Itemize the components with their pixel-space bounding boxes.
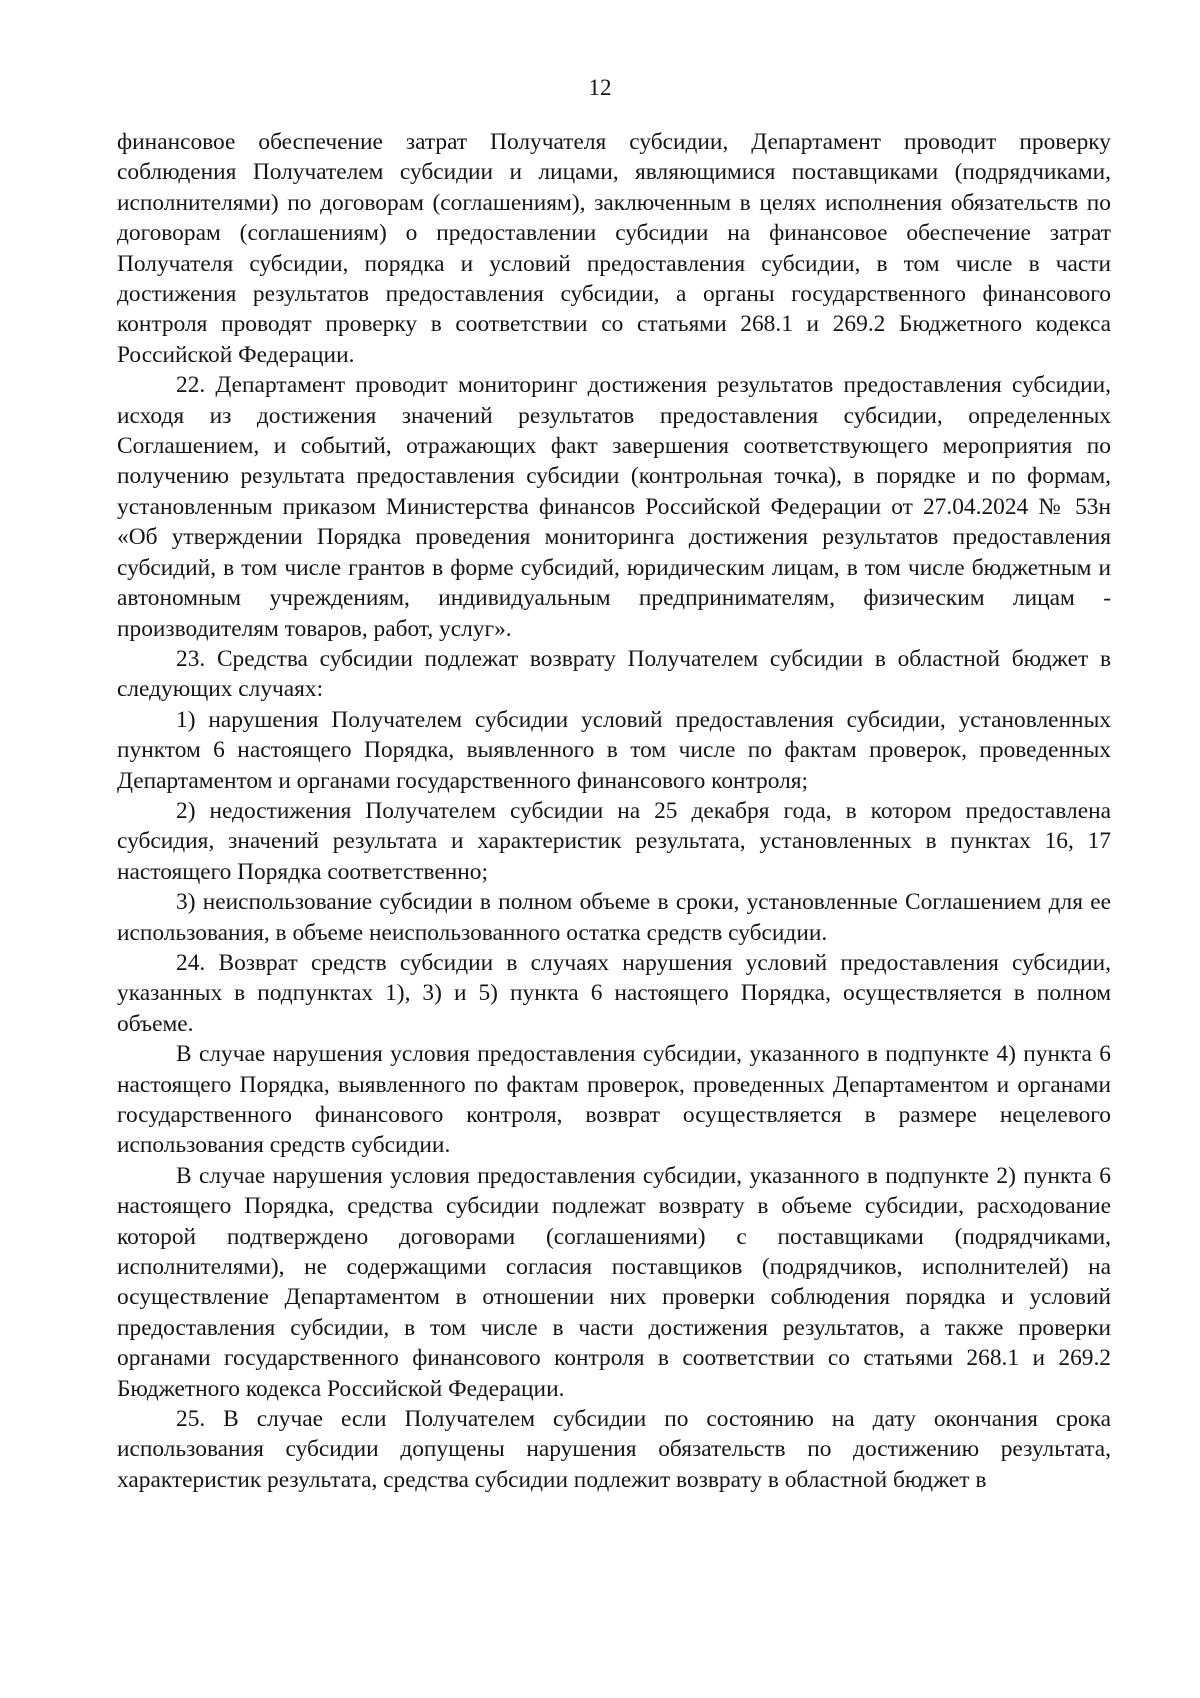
document-body: [117, 127, 1111, 1495]
paragraph-continuation: финансовое обеспечение затрат Получателя субсидии, Департамент проводит проверку соблюдения Получателем субсидии и лицами, являющимися поставщиками (подрядчиками, исполнителями) по договорам (соглашениям), заключенным в целях исполнения обязательств по договорам (соглашениям) о предоставлении субсидии на финансовое обеспечение затрат Получателя субсидии, порядка и условий предоставления субсидии, в том числе в части достижения результатов предоставления субсидии, а органы государственного финансового контроля проводят проверку в соответствии со статьями 268.1 и 269.2 Бюджетного кодекса Российской Федерации.: [117, 129, 1111, 368]
paragraph-25: 25. В случае если Получателем субсидии по состоянию на дату окончания срока использования субсидии допущены нарушения обязательств по достижению результата, характеристик результата, средства субсидии подлежит возврату в областной бюджет в: [117, 1406, 1111, 1493]
paragraph-23-item-3: 3) неиспользование субсидии в полном объеме в сроки, установленные Соглашением для ее использования, в объеме неиспользованного остатка средств субсидии.: [117, 889, 1111, 946]
paragraph-23: 23. Средства субсидии подлежат возврату Получателем субсидии в областной бюджет в следующих случаях:: [117, 645, 1111, 703]
paragraph-24-case-2: В случае нарушения условия предоставления субсидии, указанного в подпункте 2) пункта 6 настоящего Порядка, средства субсидии подлежат возврату в объеме субсидии, расходование которой подтверждено договорами (соглашениями) с поставщиками (подрядчиками, исполнителями), не содержащими согласия поставщиков (подрядчиков, исполнителей) на осуществление Департаментом в отношении них проверки соблюдения порядка и условий предоставления субсидии, в том числе в части достижения результатов, а также проверки органами государственного финансового контроля в соответствии со статьями 268.1 и 269.2 Бюджетного кодекса Российской Федерации.: [117, 1162, 1111, 1402]
paragraph-24-case-4: В случае нарушения условия предоставления субсидии, указанного в подпункте 4) пункта 6 настоящего Порядка, выявленного по фактам проверок, проведенных Департаментом и органами государственного финансового контроля, возврат осуществляется в размере нецелевого использования средств субсидии.: [117, 1041, 1111, 1159]
page-number: 12: [588, 75, 612, 100]
paragraph-23-item-1: 1) нарушения Получателем субсидии условий предоставления субсидии, установленных пунктом 6 настоящего Порядка, выявленного в том числе по фактам проверок, проведенных Департаментом и органами государственного финансового контроля;: [117, 706, 1111, 794]
paragraph-24: 24. Возврат средств субсидии в случаях нарушения условий предоставления субсидии, указанных в подпунктах 1), 3) и 5) пункта 6 настоящего Порядка, осуществляется в полном объеме.: [117, 949, 1111, 1037]
paragraph-23-item-2: 2) недостижения Получателем субсидии на 25 декабря года, в котором предоставлена субсидия, значений результата и характеристик результата, установленных в пунктах 16, 17 настоящего Порядка соответственно;: [117, 797, 1111, 885]
paragraph-22: 22. Департамент проводит мониторинг достижения результатов предоставления субсидии, исходя из достижения значений результатов предоставления субсидии, определенных Соглашением, и событий, отражающих факт завершения соответствующего мероприятия по получению результата предоставления субсидии (контрольная точка), в порядке и по формам, установленным приказом Министерства финансов Российской Федерации от 27.04.2024 № 53н «Об утверждении Порядка проведения мониторинга достижения результатов предоставления субсидий, в том числе грантов в форме субсидий, юридическим лицам, в том числе бюджетным и автономным учреждениям, индивидуальным предпринимателям, физическим лицам - производителям товаров, работ, услуг».: [117, 372, 1111, 642]
